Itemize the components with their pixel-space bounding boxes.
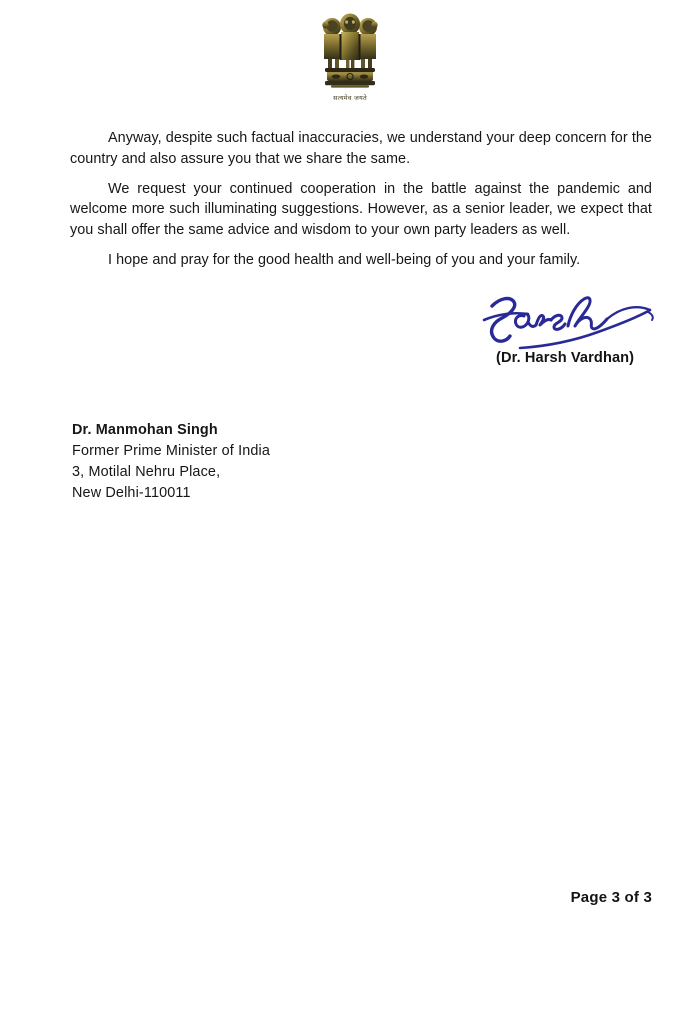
- addressee-city-postcode: New Delhi-110011: [72, 485, 191, 501]
- emblem-motto: सत्यमेव जयते: [333, 94, 367, 102]
- addressee-designation: Former Prime Minister of India: [72, 443, 271, 459]
- addressee-name: Dr. Manmohan Singh: [72, 422, 218, 438]
- addressee-block: [72, 420, 412, 504]
- letter-body: [70, 128, 652, 280]
- state-emblem-of-india-icon: [320, 10, 380, 94]
- signatory-name: (Dr. Harsh Vardhan): [496, 350, 635, 366]
- paragraph-1: Anyway, despite such factual inaccuracies, we understand your deep concern for the country and also assure you that we share the same.: [70, 130, 652, 167]
- page-footer: [0, 889, 652, 907]
- signature-block: [470, 292, 665, 384]
- handwritten-signature-icon: [480, 292, 665, 354]
- letterhead: [0, 10, 700, 112]
- paragraph-2: We request your continued cooperation in the battle against the pandemic and welcome more such illuminating suggestions. However, as a senior leader, we expect that you shall offer the same advice and wisdom to your own party leaders as well.: [70, 180, 652, 239]
- addressee-street: 3, Motilal Nehru Place,: [72, 464, 221, 480]
- paragraph-3: I hope and pray for the good health and well-being of you and your family.: [108, 251, 581, 268]
- page-number: Page 3 of 3: [570, 889, 652, 906]
